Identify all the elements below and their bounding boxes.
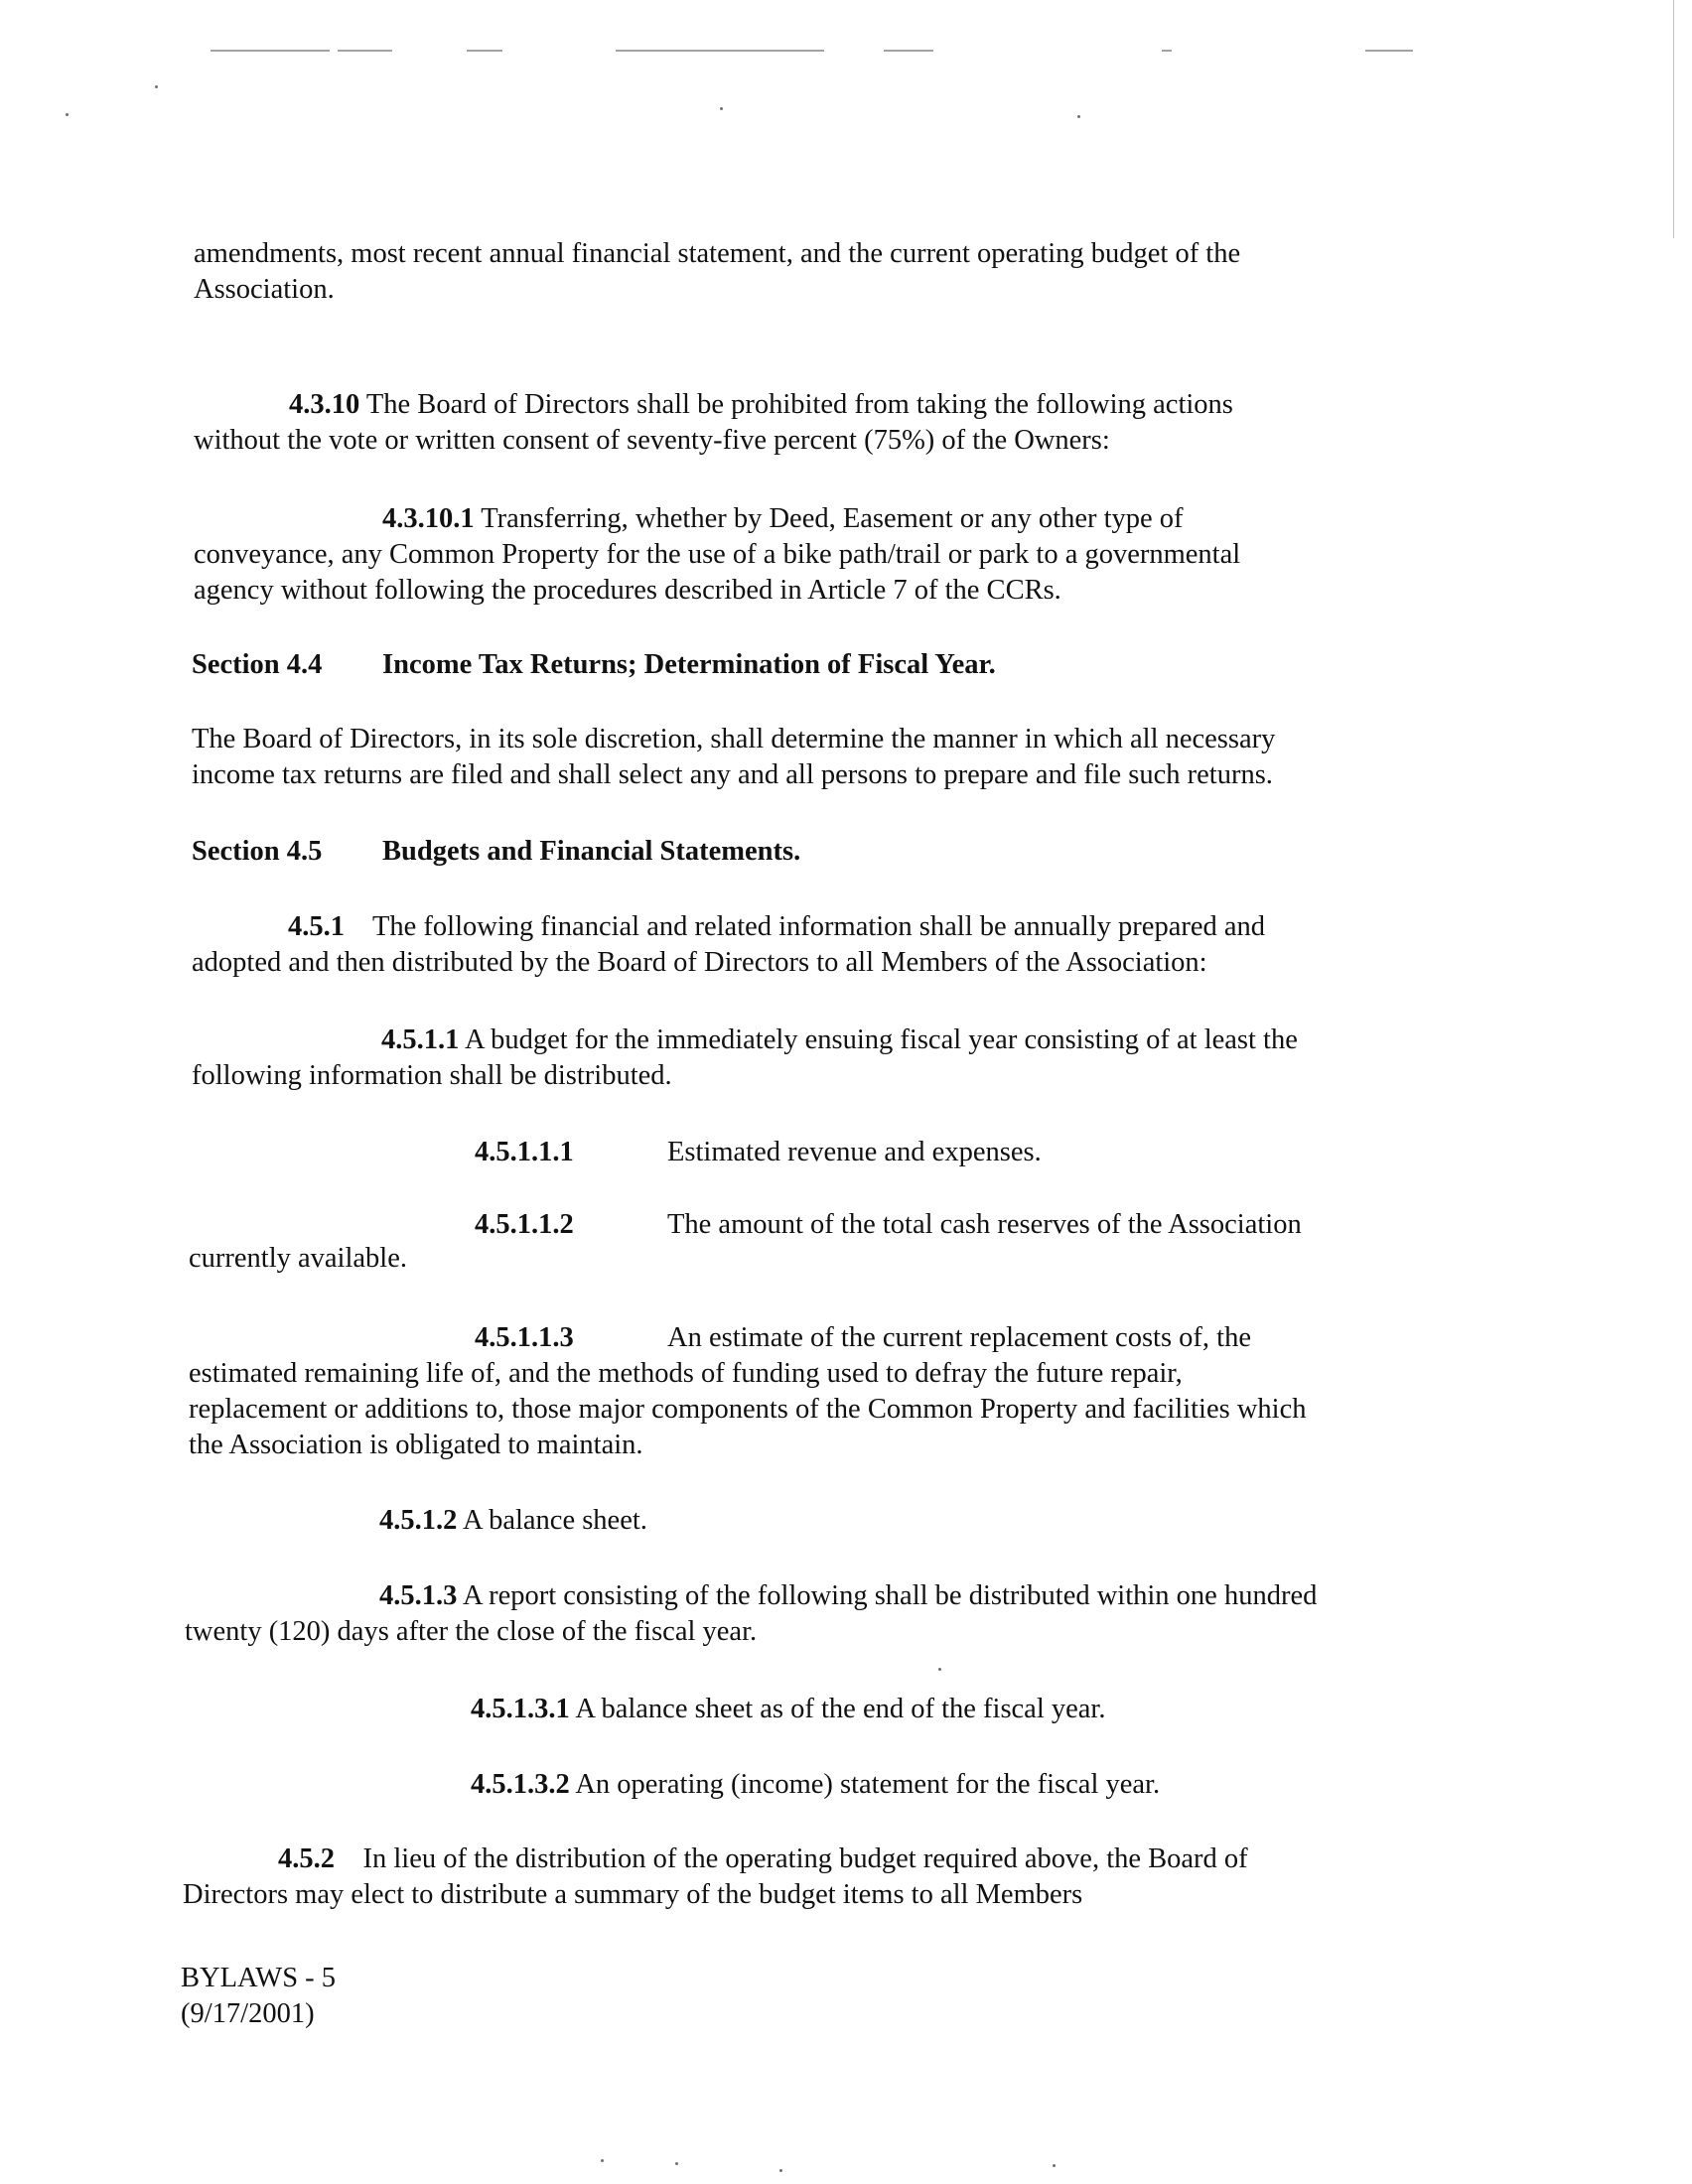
section-4-4-title: Income Tax Returns; Determination of Fiscal Year. — [382, 649, 996, 680]
clause-4-5-2-line-2: Directors may elect to distribute a summary of the budget items to all Members — [183, 1879, 1083, 1910]
clause-4-3-10-1-line-2: conveyance, any Common Property for the use of a bike path/trail or park to a governmental — [194, 539, 1241, 570]
clause-number: 4.5.1.3.2 — [471, 1769, 570, 1800]
clause-4-5-1-2 — [379, 1503, 647, 1539]
clause-4-5-1-1-2-line-1: The amount of the total cash reserves of the Association — [667, 1209, 1302, 1240]
clause-text: A balance sheet. — [462, 1505, 647, 1536]
clause-4-3-10-1-line-1 — [382, 501, 1184, 537]
section-4-4-number: Section 4.4 — [192, 649, 323, 680]
clause-number: 4.5.1.2 — [379, 1505, 458, 1536]
clause-number: 4.5.1.3 — [379, 1580, 458, 1611]
section-4-5-title: Budgets and Financial Statements. — [382, 836, 801, 867]
scan-mark — [601, 2159, 604, 2162]
clause-text: A balance sheet as of the end of the fiscal year. — [575, 1694, 1106, 1724]
clause-text: An operating (income) statement for the fiscal year. — [575, 1769, 1161, 1800]
clause-4-5-1-3-line-1 — [379, 1578, 1317, 1614]
clause-4-3-10-line-2: without the vote or written consent of seventy-five percent (75%) of the Owners: — [194, 425, 1110, 456]
scan-mark — [338, 50, 392, 52]
clause-text: A budget for the immediately ensuing fiscal year consisting of at least the — [464, 1024, 1298, 1055]
section-4-4-line-1: The Board of Directors, in its sole discretion, shall determine the manner in which all necessary — [192, 724, 1276, 754]
clause-4-5-1-1-line-2: following information shall be distributed. — [192, 1060, 672, 1091]
clause-number: 4.5.1 — [288, 911, 345, 942]
scan-mark — [884, 50, 933, 52]
clause-text: In lieu of the distribution of the operating budget required above, the Board of — [362, 1843, 1248, 1874]
scan-mark — [155, 85, 158, 88]
clause-4-5-1-1-3-number: 4.5.1.1.3 — [475, 1322, 574, 1353]
clause-4-5-1-1-2-line-2: currently available. — [189, 1243, 407, 1274]
clause-4-5-2-line-1 — [278, 1842, 1248, 1877]
clause-number: 4.5.1.3.1 — [471, 1694, 570, 1724]
clause-4-5-1-1-1-text: Estimated revenue and expenses. — [667, 1137, 1042, 1167]
clause-text: The following financial and related information shall be annually prepared and — [372, 911, 1266, 942]
clause-number: 4.5.1.1 — [381, 1024, 460, 1055]
clause-4-5-1-1-2-number: 4.5.1.1.2 — [475, 1209, 574, 1240]
clause-4-5-1-3-1 — [471, 1692, 1105, 1727]
clause-4-5-1-line-2: adopted and then distributed by the Board of Directors to all Members of the Association: — [192, 947, 1207, 978]
scan-mark — [1053, 2164, 1056, 2167]
section-4-5-number: Section 4.5 — [192, 836, 323, 867]
clause-text: Transferring, whether by Deed, Easement or any other type of — [481, 503, 1184, 534]
clause-4-5-1-1-3-line-4: the Association is obligated to maintain. — [189, 1430, 643, 1460]
clause-4-5-1-1-1-number: 4.5.1.1.1 — [475, 1137, 574, 1167]
clause-text: A report consisting of the following shall be distributed within one hundred — [462, 1580, 1318, 1611]
clause-4-5-1-1-3-line-2: estimated remaining life of, and the methods of funding used to defray the future repair, — [189, 1358, 1183, 1389]
clause-number: 4.3.10 — [289, 389, 360, 420]
clause-4-3-10-line-1 — [289, 387, 1233, 423]
clause-number: 4.3.10.1 — [382, 503, 475, 534]
clause-4-5-1-1-3-line-1: An estimate of the current replacement costs of, the — [667, 1322, 1251, 1353]
clause-4-5-1-1-3-line-3: replacement or additions to, those major components of the Common Property and facilities which — [189, 1394, 1307, 1425]
clause-4-5-1-1-line-1 — [381, 1023, 1298, 1058]
scan-mark — [467, 50, 502, 52]
footer-label: BYLAWS - 5 — [181, 1963, 337, 1993]
section-4-4-line-2: income tax returns are filed and shall select any and all persons to prepare and file such returns. — [192, 759, 1273, 790]
scan-mark — [1077, 115, 1080, 118]
scan-mark — [211, 50, 330, 52]
clause-4-5-1-3-2 — [471, 1767, 1160, 1803]
clause-4-5-1-line-1 — [288, 909, 1265, 945]
continuation-line-1: amendments, most recent annual financial statement, and the current operating budget of the — [194, 238, 1241, 269]
scan-mark — [938, 1668, 941, 1671]
continuation-line-2: Association. — [194, 274, 335, 305]
scan-mark — [66, 113, 69, 116]
scan-mark — [779, 2169, 782, 2172]
clause-4-3-10-1-line-3: agency without following the procedures described in Article 7 of the CCRs. — [194, 575, 1061, 606]
scan-edge — [1673, 0, 1674, 238]
scan-mark — [675, 2162, 678, 2165]
scan-mark — [720, 107, 723, 110]
clause-text: The Board of Directors shall be prohibited from taking the following actions — [365, 389, 1233, 420]
footer-date: (9/17/2001) — [181, 1998, 315, 2029]
clause-4-5-1-3-line-2: twenty (120) days after the close of the fiscal year. — [185, 1616, 758, 1647]
scan-mark — [616, 50, 824, 52]
clause-number: 4.5.2 — [278, 1843, 335, 1874]
scan-mark — [1162, 50, 1172, 52]
scan-mark — [1365, 50, 1413, 52]
